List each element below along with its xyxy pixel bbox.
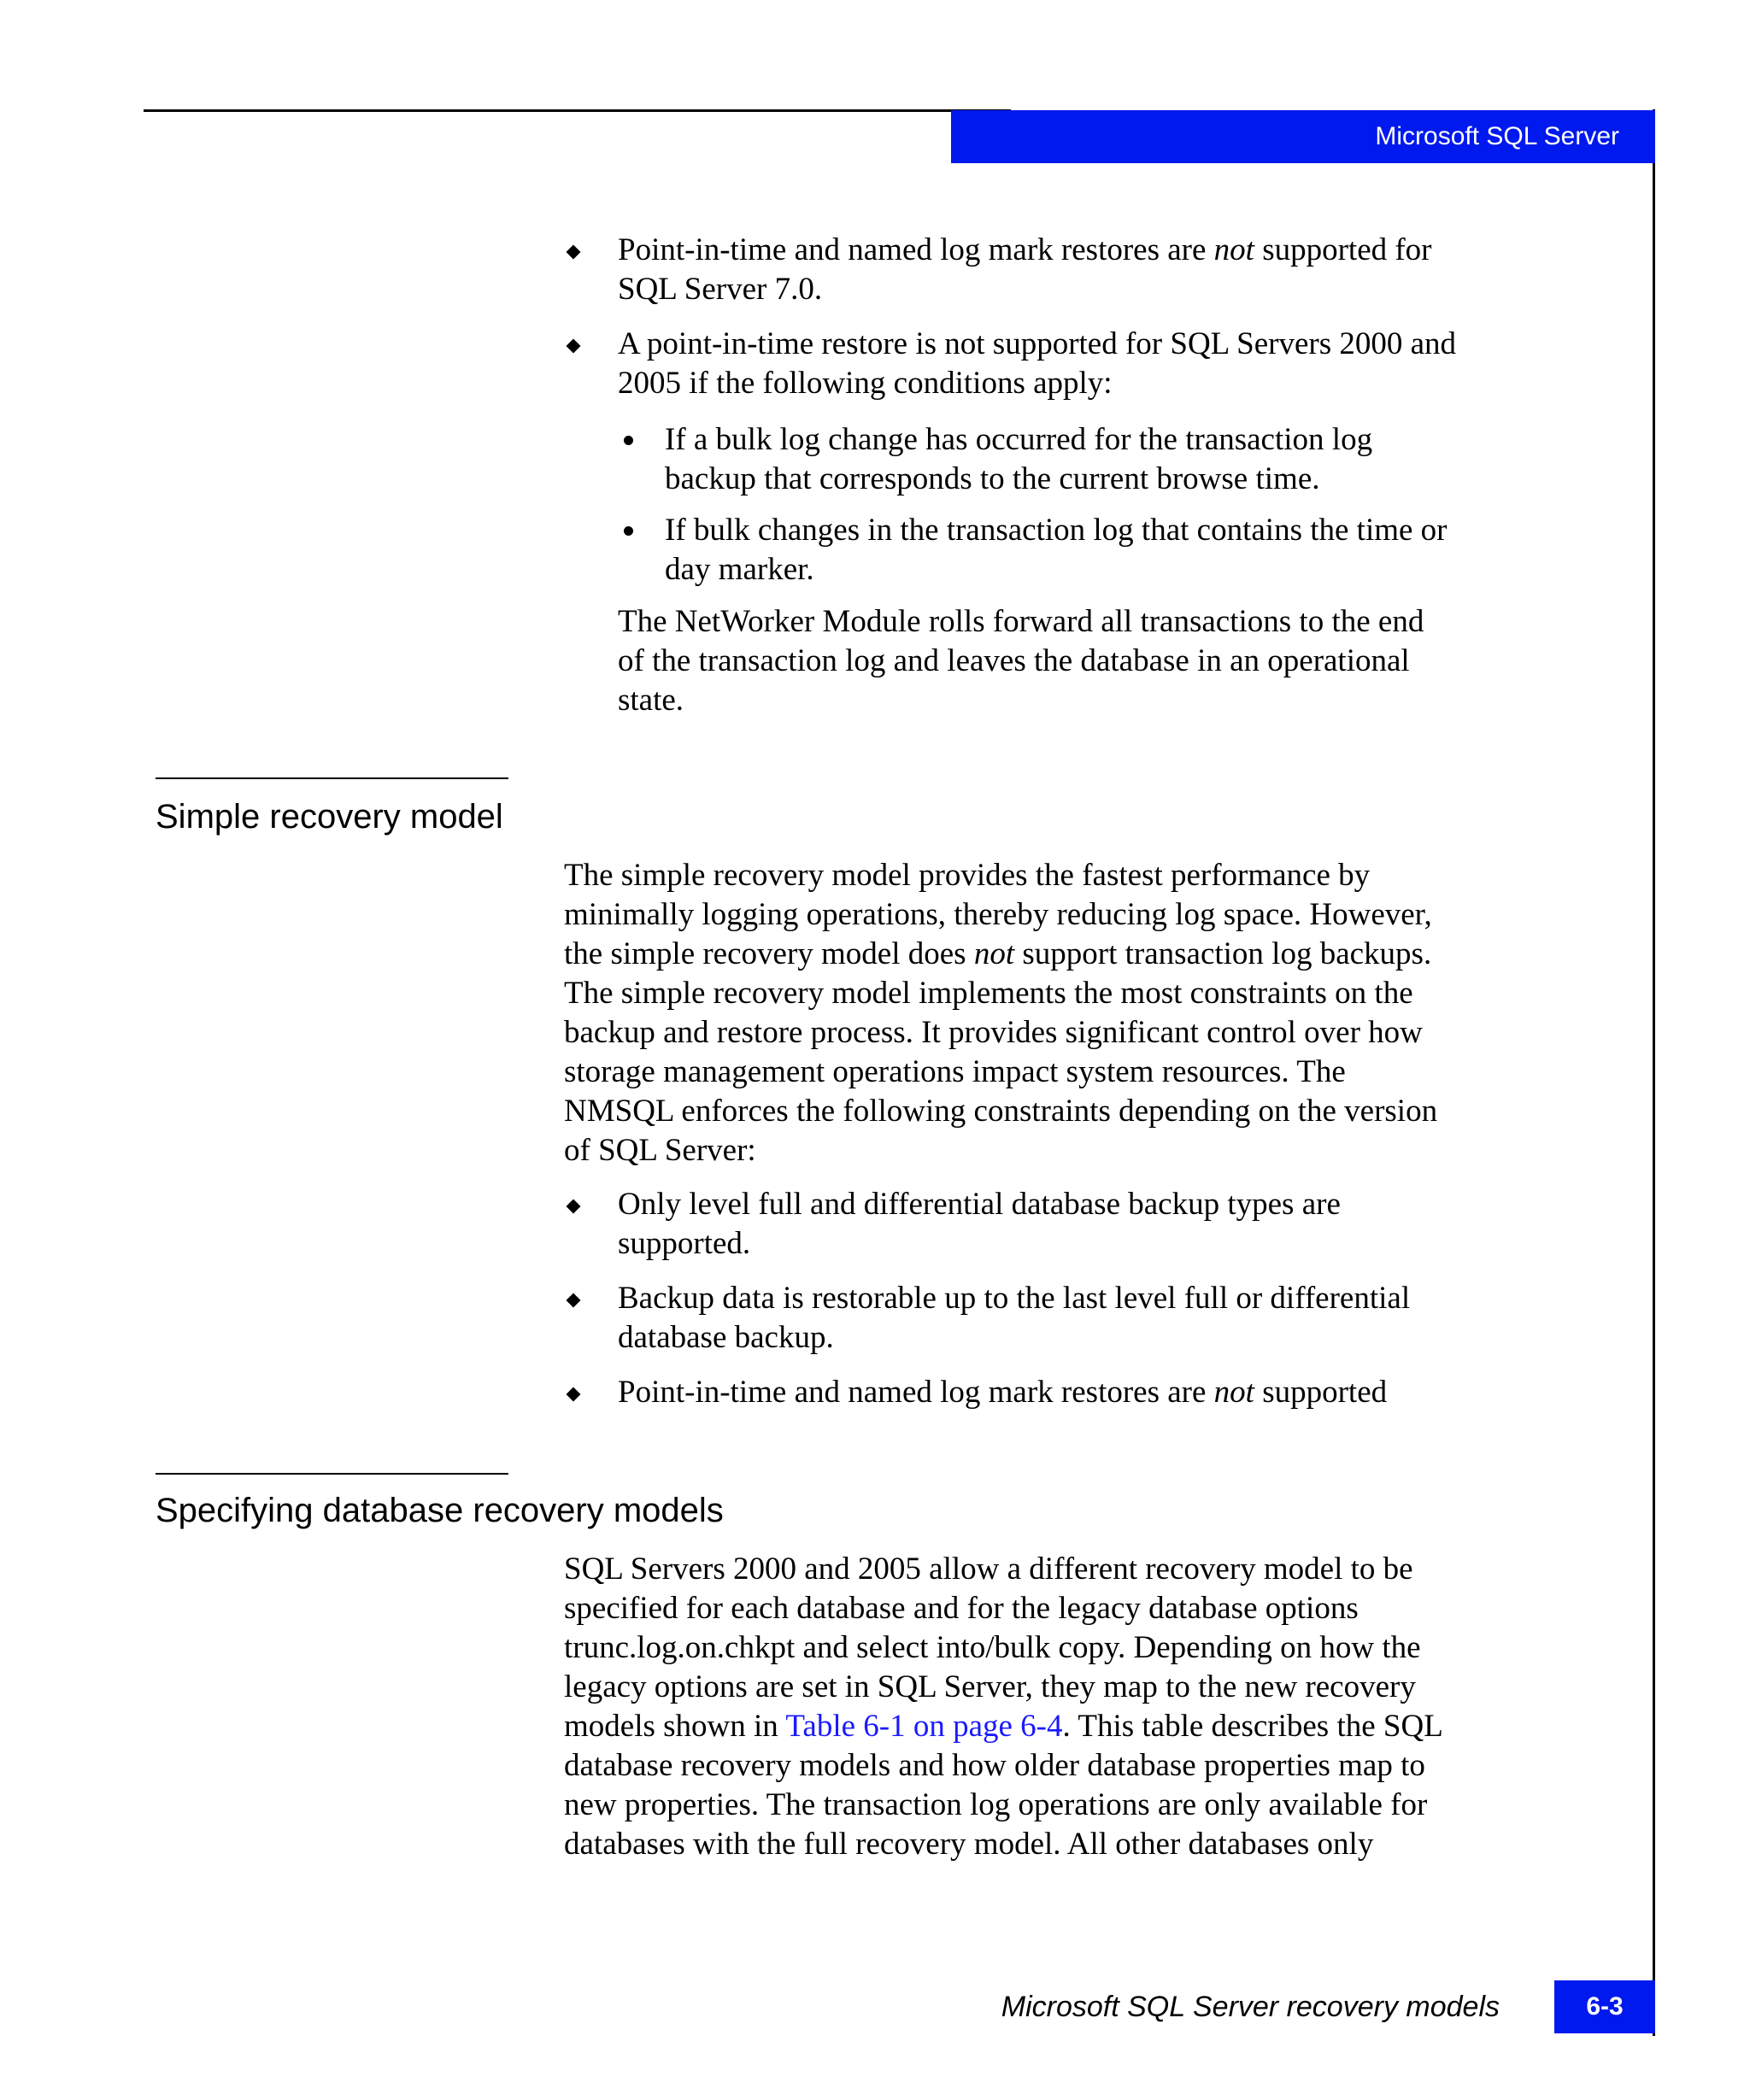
paragraph-line: storage management operations impact system resources. The bbox=[564, 1054, 1346, 1089]
paragraph-line: minimally logging operations, thereby reducing log space. However, bbox=[564, 897, 1432, 932]
paragraph-line: The simple recovery model implements the most constraints on the bbox=[564, 976, 1413, 1011]
paragraph-line: database recovery models and how older database properties map to bbox=[564, 1748, 1425, 1783]
section-heading-simple: Simple recovery model bbox=[156, 798, 503, 836]
paragraph-line: SQL Servers 2000 and 2005 allow a different recovery model to be bbox=[564, 1552, 1413, 1587]
bullet-text: Point-in-time and named log mark restores are not supported bbox=[618, 1375, 1388, 1410]
bullet-text: Point-in-time and named log mark restores are not supported for bbox=[618, 232, 1432, 267]
bullet-diamond bbox=[567, 245, 581, 260]
sub-bullet-dot bbox=[624, 526, 633, 536]
paragraph-line: backup and restore process. It provides significant control over how bbox=[564, 1015, 1423, 1050]
sub-bullet-text: backup that corresponds to the current browse time. bbox=[665, 461, 1320, 496]
bullet-text: Only level full and differential database backup types are bbox=[618, 1187, 1341, 1222]
paragraph-line: specified for each database and for the legacy database options bbox=[564, 1591, 1359, 1626]
sub-bullet-dot bbox=[624, 436, 633, 445]
section-rule bbox=[156, 777, 508, 779]
paragraph-line: The simple recovery model provides the fastest performance by bbox=[564, 858, 1371, 893]
section-heading-specifying: Specifying database recovery models bbox=[156, 1492, 724, 1529]
running-header bbox=[951, 110, 1655, 163]
paragraph-line: models shown in Table 6-1 on page 6-4. This table describes the SQL bbox=[564, 1709, 1443, 1744]
paragraph-line: the simple recovery model does not support transaction log backups. bbox=[564, 936, 1432, 971]
paragraph-line: trunc.log.on.chkpt and select into/bulk copy. Depending on how the bbox=[564, 1630, 1421, 1665]
top-rule bbox=[144, 109, 1011, 112]
bullet-text: 2005 if the following conditions apply: bbox=[618, 366, 1113, 401]
sub-bullet-text: If bulk changes in the transaction log that contains the time or bbox=[665, 513, 1448, 548]
section-rule bbox=[156, 1473, 508, 1475]
table-cross-reference-link[interactable]: Table 6-1 on page 6-4 bbox=[785, 1709, 1063, 1744]
running-footer-title: Microsoft SQL Server recovery models bbox=[1001, 1991, 1500, 2023]
paragraph-line: new properties. The transaction log operations are only available for bbox=[564, 1787, 1428, 1822]
note-paragraph: The NetWorker Module rolls forward all transactions to the end bbox=[618, 604, 1424, 639]
sub-bullet-text: day marker. bbox=[665, 552, 814, 587]
sub-bullet-text: If a bulk log change has occurred for the transaction log bbox=[665, 422, 1373, 457]
bullet-text: SQL Server 7.0. bbox=[618, 272, 823, 307]
paragraph-line: legacy options are set in SQL Server, they map to the new recovery bbox=[564, 1669, 1416, 1704]
bullet-text: Backup data is restorable up to the last level full or differential bbox=[618, 1281, 1411, 1316]
paragraph-line: databases with the full recovery model. All other databases only bbox=[564, 1827, 1374, 1862]
bullet-diamond bbox=[567, 1293, 581, 1308]
paragraph-line: of SQL Server: bbox=[564, 1133, 756, 1168]
bullet-diamond bbox=[567, 1200, 581, 1214]
right-edge-rule bbox=[1653, 109, 1655, 2036]
bullet-text: database backup. bbox=[618, 1320, 834, 1355]
note-paragraph: state. bbox=[618, 683, 684, 718]
page-number: 6-3 bbox=[1554, 1980, 1655, 2033]
bullet-diamond bbox=[567, 339, 581, 354]
bullet-text: supported. bbox=[618, 1226, 751, 1261]
running-header-title: Microsoft SQL Server bbox=[1375, 122, 1619, 150]
paragraph-line: NMSQL enforces the following constraints depending on the version bbox=[564, 1094, 1438, 1129]
note-paragraph: of the transaction log and leaves the database in an operational bbox=[618, 643, 1410, 678]
bullet-text: A point-in-time restore is not supported for SQL Servers 2000 and bbox=[618, 326, 1457, 361]
bullet-diamond bbox=[567, 1387, 581, 1402]
